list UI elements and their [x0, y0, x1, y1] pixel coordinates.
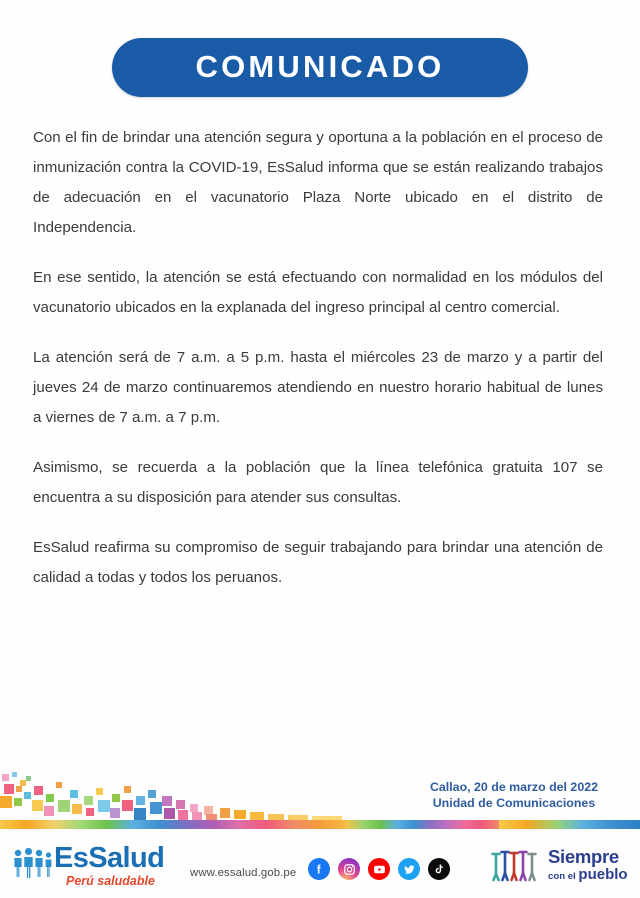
essalud-tagline: Perú saludable [66, 874, 155, 888]
signature-place-date: Callao, 20 de marzo del 2022 [429, 780, 598, 794]
tiktok-icon[interactable] [428, 858, 450, 880]
instagram-icon[interactable] [338, 858, 360, 880]
siempre-subtitle-small: con el [548, 871, 576, 882]
paragraph-3: La atención será de 7 a.m. a 5 p.m. hasta el miércoles 23 de marzo y a partir del jueves 24 de marzo continuaremos atendiendo en nuestro horario habitual de lunes a viernes de 7 a.m. a 7 p.m. [33, 349, 603, 426]
rainbow-stripe [0, 820, 640, 829]
youtube-icon[interactable] [368, 858, 390, 880]
siempre-subtitle-strong: pueblo [578, 866, 628, 883]
siempre-subtitle [548, 867, 628, 882]
mosaic-graphic [0, 770, 345, 822]
signature-block [430, 779, 598, 811]
siempre-figures-icon [490, 848, 546, 884]
social-links [308, 858, 450, 880]
facebook-icon[interactable] [308, 858, 330, 880]
essalud-logo [10, 842, 165, 894]
siempre-title: Siempre [548, 846, 619, 867]
footer [0, 833, 640, 898]
banner-container [0, 0, 640, 97]
signature-department: Unidad de Comunicaciones [432, 796, 596, 810]
page-title: COMUNICADO [195, 49, 445, 84]
decorative-mosaic [0, 770, 345, 822]
siempre-con-el-pueblo-logo [490, 845, 630, 891]
website-url[interactable]: www.essalud.gob.pe [190, 867, 297, 879]
paragraph-4: Asimismo, se recuerda a la población que la línea telefónica gratuita 107 se encuentra a su disposición para atender sus consultas. [33, 459, 603, 506]
essalud-family-icon [12, 848, 56, 878]
twitter-icon[interactable] [398, 858, 420, 880]
essalud-wordmark: EsSalud [54, 842, 165, 874]
paragraph-1: Con el fin de brindar una atención segura y oportuna a la población en el proceso de inmunización contra la COVID-19, EsSalud informa que se están realizando trabajos de adecuación en el vacunatorio Plaza Norte ubicado en el distrito de Independencia. [33, 129, 603, 236]
paragraph-5: EsSalud reafirma su compromiso de seguir trabajando para brindar una atención de calidad a todas y todos los peruanos. [33, 539, 603, 586]
title-banner [112, 38, 528, 97]
paragraph-2: En ese sentido, la atención se está efectuando con normalidad en los módulos del vacunatorio ubicados en la explanada del ingreso principal al centro comercial. [33, 269, 603, 316]
body-copy [33, 123, 603, 593]
